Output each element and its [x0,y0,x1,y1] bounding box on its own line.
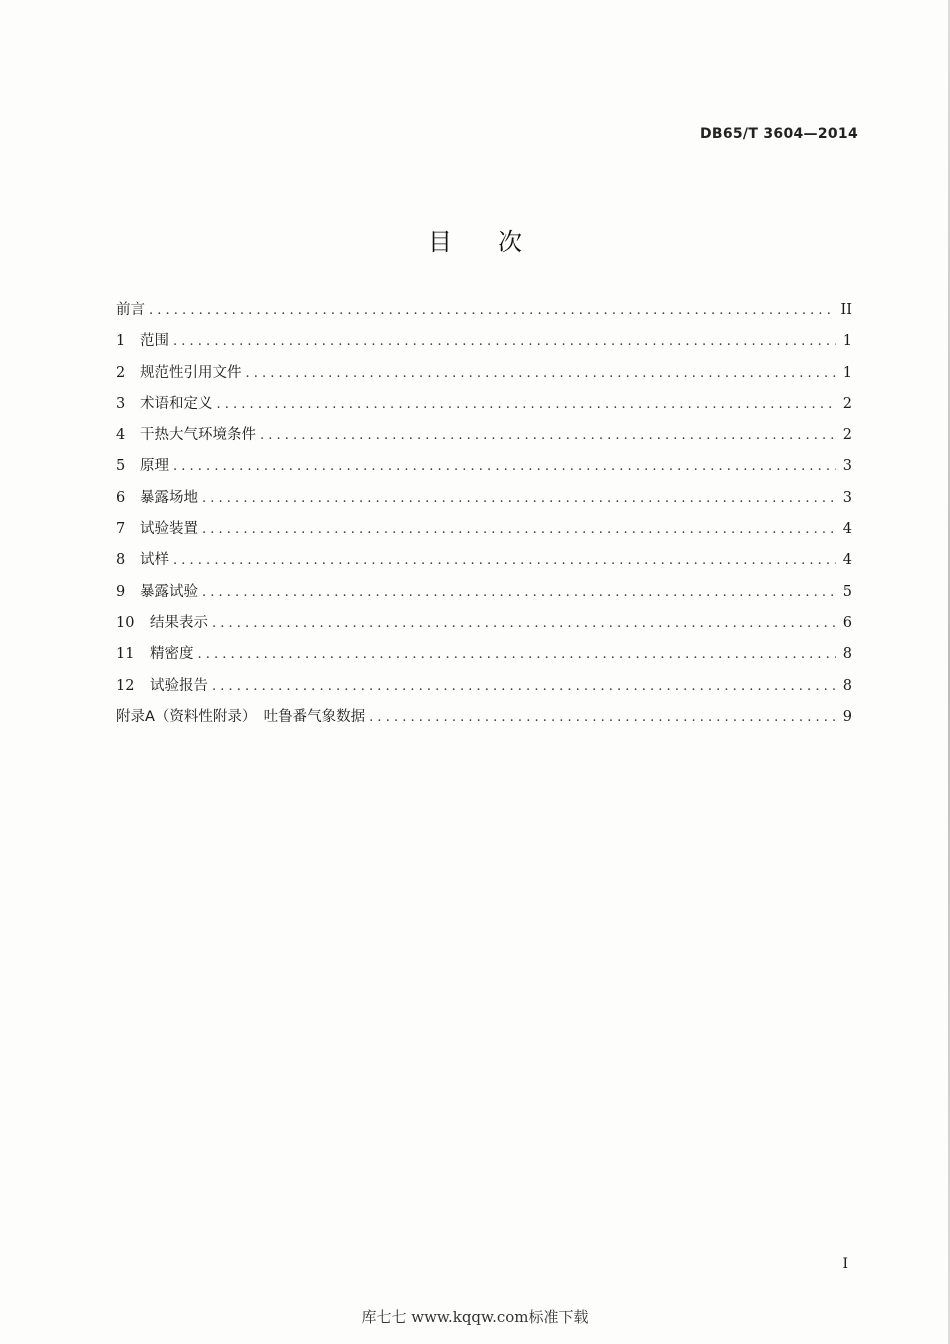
toc-page: 6 [842,614,852,631]
toc-leader [202,583,836,603]
toc-page: 5 [842,583,852,600]
toc-entry-appendix-a[interactable] [116,707,852,738]
toc-number: 12 [116,677,135,694]
toc-number: 11 [116,646,135,663]
toc-leader [202,520,836,540]
toc-label: 试验报告 [150,677,208,694]
toc-page: 3 [842,489,852,506]
toc-entry-10[interactable] [116,613,852,644]
toc-label: 暴露场地 [140,489,198,506]
toc-leader [217,395,837,415]
toc-leader [149,301,835,321]
toc-page: 1 [842,333,852,350]
toc-entry-11[interactable] [116,644,852,675]
toc-page: 8 [842,646,852,663]
toc-entry-foreword[interactable] [116,300,852,331]
toc-leader [173,551,836,571]
toc-entry-8[interactable] [116,550,852,581]
toc-number: 7 [116,521,126,538]
toc-page: 3 [842,458,852,475]
toc-number: 5 [116,458,126,475]
toc-entry-6[interactable] [116,488,852,519]
toc-page: 4 [842,552,852,569]
toc-label: 结果表示 [150,614,208,631]
toc-leader [173,457,836,477]
toc-page: 1 [842,364,852,381]
toc-label: 试验装置 [140,521,198,538]
toc-page: 2 [842,427,852,444]
toc-number: 3 [116,395,126,412]
toc-label: 范围 [140,333,169,350]
toc-label: 前言 [116,302,145,318]
toc-leader [246,364,837,384]
toc-entry-3[interactable] [116,394,852,425]
toc-leader [202,489,836,509]
toc-number: 8 [116,552,126,569]
page-number: I [842,1256,848,1272]
toc-label: 规范性引用文件 [140,364,242,381]
toc-entry-7[interactable] [116,519,852,550]
toc-entry-4[interactable] [116,425,852,456]
toc-entry-1[interactable] [116,331,852,362]
toc-number: 2 [116,364,126,381]
toc-label: 术语和定义 [140,395,213,412]
footer-watermark: 库七七 www.kqqw.com标准下载 [361,1308,589,1326]
toc-label: 暴露试验 [140,583,198,600]
toc-entry-5[interactable] [116,456,852,487]
toc-label: 精密度 [150,646,194,663]
toc-page: 4 [842,521,852,538]
toc-label: 干热大气环境条件 [140,427,256,444]
toc-leader [369,708,836,728]
toc-number: 4 [116,427,126,444]
toc-number: 10 [116,614,135,631]
toc-entry-12[interactable] [116,676,852,707]
table-of-contents [116,300,852,738]
toc-entry-2[interactable] [116,363,852,394]
toc-title: 目次 [428,228,568,256]
toc-page: 9 [842,708,852,725]
toc-leader [212,614,836,634]
toc-number: 6 [116,489,126,506]
toc-label: 附录A（资料性附录） 吐鲁番气象数据 [116,708,366,725]
toc-label: 原理 [140,458,169,475]
toc-number: 9 [116,583,126,600]
document-code: DB65/T 3604—2014 [699,126,858,142]
toc-number: 1 [116,333,126,350]
toc-leader [173,332,836,352]
toc-leader [198,645,837,665]
toc-leader [260,426,836,446]
toc-entry-9[interactable] [116,582,852,613]
toc-leader [212,677,836,697]
toc-page: 2 [842,395,852,412]
toc-page: II [840,302,852,318]
toc-label: 试样 [140,552,169,569]
toc-page: 8 [842,677,852,694]
